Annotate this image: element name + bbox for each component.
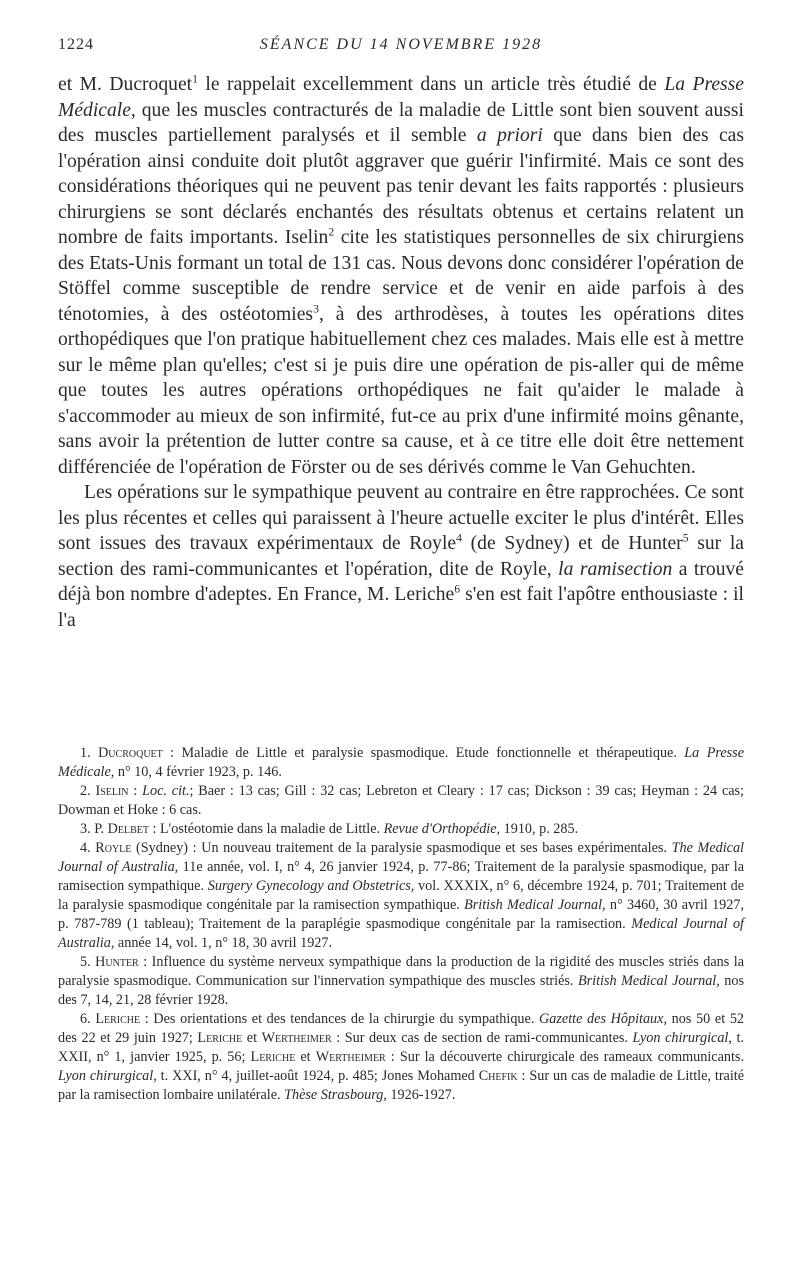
text-run: vol. XXXIX, n° 6, décembre 1924, p. 701; Traitement de la paralysie spasmodique congénitale par la ramisection sympathique. <box>58 878 744 913</box>
journal-title: British Medical Journal, <box>464 897 606 913</box>
author-name: Leriche <box>197 1030 243 1046</box>
text-run: année 14, vol. 1, n° 18, 30 avril 1927. <box>114 935 333 951</box>
latin-phrase: a priori <box>476 125 543 146</box>
text-run: , à des arthrodèses, à toutes les opérations dites orthopédiques que l'on pratique habituellement chez ces malades. Mais elle est à mettre sur le même plan qu'elles; c'est si je puis dire une opération de pis-aller qui de même que toutes les autres opérations orthopédiques ne fait qu'aider le malade à s'accommoder au mieux de son infirmité, fut-ce au prix d'une infirmité moins gênante, sans avoir la prétention de lutter contre sa cause, et à ce titre elle doit être nettement différenciée de l'opération de Förster ou de ses dérivés comme le Van Gehuchten. <box>58 303 744 478</box>
author-name: Leriche <box>95 1011 141 1027</box>
text-run: (de Sydney) et de Hunter <box>461 533 683 554</box>
text-run: 11e année, vol. I, n° 4, 26 janvier 1924, p. 77-86; Traitement de la paralysie spasmodique, par la ramisection sympathique. <box>58 859 744 894</box>
footnote-number: 5. <box>80 954 91 970</box>
paragraph-1 <box>58 72 744 480</box>
page-number: 1224 <box>58 36 94 53</box>
text-run: a trouvé déjà bon nombre d'adeptes. En France, M. Leriche <box>58 558 744 605</box>
text-run: cite les statistiques personnelles de six chirurgiens des Etats-Unis formant un total de 131 cas. Nous devons donc considérer l'opération de Stöffel comme susceptible de rendre service et de venir en aide parfois à des ténotomies, à des ostéotomies <box>58 227 744 325</box>
footnote-6 <box>58 1010 744 1105</box>
footnote-1 <box>58 744 744 782</box>
text-run: t. XXII, n° 1, janvier 1925, p. 56; <box>58 1030 745 1065</box>
text-run: ; Baer : 13 cas; Gill : 32 cas; Lebreton et Cleary : 17 cas; Dickson : 39 cas; Heyman : 24 cas; Dowman et Hoke : 6 cas. <box>58 783 744 818</box>
footnotes <box>58 744 744 1105</box>
text-run: P. <box>90 821 108 837</box>
text-run: 1910, p. 285. <box>500 821 579 837</box>
journal-title: Gazette des Hôpitaux, <box>539 1011 667 1027</box>
journal-title: La Presse Médicale, <box>58 74 744 121</box>
author-name: Ducroquet <box>98 745 163 761</box>
text-run: : Sur un cas de maladie de Little, traité par la ramisection lombaire unilatérale. <box>58 1068 745 1103</box>
text-run: t. XXI, n° 4, juillet-août 1924, p. 485; Jones Mohamed <box>156 1068 479 1084</box>
text-run: nos 50 et 52 des 22 et 29 juin 1927; <box>58 1011 745 1046</box>
author-name: Leriche <box>250 1049 296 1065</box>
footnote-5 <box>58 953 744 1010</box>
journal-title: La Presse Médicale, <box>58 745 744 780</box>
thesis-title: Thèse Strasbourg, <box>284 1087 387 1103</box>
journal-title: Medical Journal of Australia, <box>58 916 744 951</box>
text-run: nos des 7, 14, 21, 28 février 1928. <box>58 973 745 1008</box>
italic-term: la ramisection <box>558 558 673 580</box>
text-run: que les muscles contracturés de la maladie de Little sont bien souvent aussi des muscles partiellement paralysés et il semble <box>58 99 744 146</box>
journal-title: Lyon chirurgical, <box>632 1030 732 1046</box>
running-header <box>58 36 744 56</box>
text-run: et M. Ducroquet <box>58 74 193 95</box>
footnote-number: 4. <box>80 840 91 856</box>
text-run: (Sydney) : Un nouveau traitement de la paralysie spasmodique et ses bases expérimentales. <box>131 840 672 856</box>
footnote-number: 1. <box>80 745 91 761</box>
footnote-ref-5: 5 <box>682 531 689 545</box>
citation-abbrev: Loc. cit. <box>142 783 190 799</box>
footnote-ref-3: 3 <box>313 301 319 315</box>
text-run: Les opérations sur le sympathique peuvent au contraire en être rapprochées. Ce sont les plus récentes et celles qui paraissent à l'heure actuelle exciter le plus d'intérêt. Elles sont issues des travaux expérimentaux de Royle <box>58 482 744 554</box>
text-run: que dans bien des cas l'opération ainsi conduite doit plutôt aggraver que guérir l'infirmité. Mais ce sont des considérations théoriques qui ne peuvent pas tenir devant les faits rapportés : plusieurs chirurgiens se sont déclarés enchantés des résultats obtenus et certains relatent un nombre de faits importants. Iselin <box>58 125 745 248</box>
footnote-ref-2: 2 <box>328 225 335 239</box>
footnote-4 <box>58 839 744 953</box>
footnote-ref-6: 6 <box>454 582 461 596</box>
text-run: et <box>295 1049 316 1065</box>
text-run: n° 10, 4 février 1923, p. 146. <box>114 764 282 780</box>
text-run: : Sur deux cas de section de rami-communicantes. <box>331 1030 633 1046</box>
text-run: et <box>242 1030 262 1046</box>
journal-title: Revue d'Orthopédie, <box>383 821 501 837</box>
author-name: Wertheimer <box>261 1030 332 1046</box>
text-run: : L'ostéotomie dans la maladie de Little. <box>148 821 384 837</box>
journal-title: The Medical Journal of Australia, <box>58 840 744 875</box>
text-run: le rappelait excellemment dans un article très étudié de <box>197 74 665 95</box>
journal-title: Lyon chirurgical, <box>58 1068 157 1084</box>
main-text <box>58 72 744 633</box>
text-run: 1926-1927. <box>386 1087 456 1103</box>
text-run: : <box>128 783 143 799</box>
running-title: SÉANCE DU 14 NOVEMBRE 1928 <box>259 36 543 53</box>
footnote-ref-1: 1 <box>192 72 198 86</box>
author-name: Royle <box>95 840 132 856</box>
text-run: : Influence du système nerveux sympathique dans la production de la rigidité des muscles striés dans la paralysie spasmodique. Communication sur l'innervation sympathique des muscles striés. <box>58 954 745 989</box>
footnote-number: 3. <box>80 821 91 837</box>
footnote-ref-4: 4 <box>456 531 462 545</box>
journal-title: British Medical Journal, <box>577 973 720 989</box>
author-name: Chefik <box>478 1068 518 1084</box>
footnote-2 <box>58 782 744 820</box>
footnote-number: 2. <box>80 783 91 799</box>
author-name: Hunter <box>95 954 139 970</box>
author-name: Delbet <box>107 821 149 837</box>
text-run: : Sur la découverte chirurgicale des rameaux communicants. <box>385 1049 744 1065</box>
journal-title: Surgery Gynecology and Obstetrics, <box>207 878 415 894</box>
text-run: n° 3460, 30 avril 1927, p. 787-789 (1 tableau); Traitement de la paraplégie spasmodique congénitale par la ramisection. <box>58 897 744 932</box>
text-run: : Maladie de Little et paralysie spasmodique. Etude fonctionnelle et thérapeutique. <box>162 745 685 761</box>
author-name: Wertheimer <box>315 1049 386 1065</box>
footnote-number: 6. <box>80 1011 91 1027</box>
paragraph-2 <box>58 480 744 633</box>
footnote-3 <box>58 820 744 839</box>
text-run: s'en est fait l'apôtre enthousiaste : il l'a <box>58 584 745 631</box>
text-run: sur la section des rami-communicantes et l'opération, dite de Royle, <box>58 533 744 580</box>
text-run: : Des orientations et des tendances de la chirurgie du sympathique. <box>140 1011 540 1027</box>
author-name: Iselin <box>95 783 129 799</box>
